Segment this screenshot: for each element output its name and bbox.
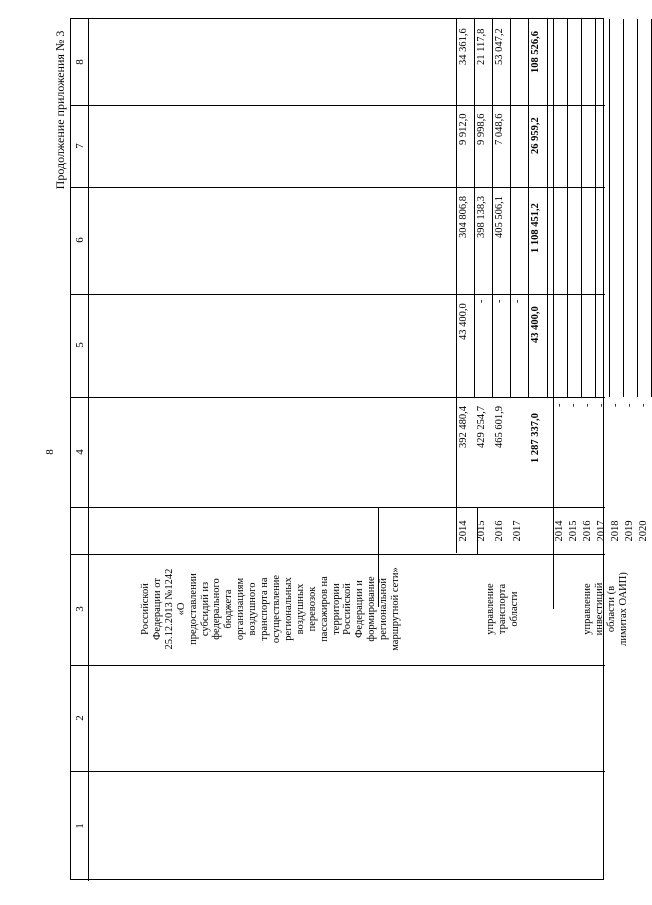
total-cell-c4: 1 287 337,0 (530, 412, 541, 463)
value-cell-c5: 43 400,0 (458, 302, 469, 340)
row-divider (581, 19, 582, 397)
header-col-6: 6 (74, 237, 86, 243)
value-cell-c8: 34 361,6 (458, 27, 469, 65)
column-divider (71, 665, 605, 666)
value-cell-c7: 7 048,6 (494, 113, 505, 146)
value-cell-c8: 21 117,8 (476, 28, 487, 65)
value-cell-c4: - (582, 403, 593, 407)
year-cell: 2015 (476, 520, 487, 542)
column-divider (71, 105, 605, 106)
year-cell: 2017 (596, 520, 607, 542)
year-cell: 2016 (494, 520, 505, 542)
value-cell-c4: - (568, 403, 579, 407)
header-col-5: 5 (74, 342, 86, 348)
year-cell: 2015 (568, 520, 579, 542)
year-cell: 2016 (582, 520, 593, 542)
total-cell-c6: 1 108 451,2 (530, 202, 541, 253)
value-cell-c6: 405 506,1 (494, 195, 505, 238)
column-divider (71, 294, 605, 295)
executor-transport: управление транспорта области (485, 583, 520, 635)
header-col-3: 3 (74, 606, 86, 612)
column-divider (71, 187, 605, 188)
executor-investment: управление инвестиций области (в лимитах ОАИП) (582, 572, 629, 646)
value-cell-c4: - (596, 403, 607, 407)
value-cell-c4: - (610, 403, 621, 407)
header-col-4: 4 (74, 449, 86, 455)
year-cell: 2014 (554, 520, 565, 542)
row-divider (492, 19, 493, 397)
column-divider (71, 507, 605, 508)
value-cell-c7: 9 998,6 (476, 113, 487, 146)
row-divider (510, 19, 511, 397)
column-divider (71, 554, 605, 555)
value-cell-c4: - (624, 403, 635, 407)
header-divider (88, 19, 89, 881)
value-cell-c8: 53 047,2 (494, 27, 505, 65)
value-cell-c4: 429 254,7 (476, 405, 487, 448)
financing-table (70, 18, 649, 880)
value-cell-c6: 398 138,3 (476, 195, 487, 238)
row-divider (595, 19, 596, 397)
year-col-divider (456, 19, 457, 553)
row-divider (553, 19, 554, 397)
value-cell-c5: - (512, 299, 523, 304)
row-divider (547, 19, 548, 397)
header-col-2: 2 (74, 715, 86, 721)
value-cell-c5: - (476, 299, 487, 304)
year-cell: 2018 (610, 520, 621, 542)
row-divider (474, 19, 475, 397)
header-col-8: 8 (74, 59, 86, 65)
value-cell-c4: - (638, 403, 649, 407)
row-divider (567, 19, 568, 397)
row-divider (623, 19, 624, 397)
year-cell: 2019 (624, 520, 635, 542)
total-cell-c8: 108 526,6 (530, 31, 541, 74)
year-cell: 2017 (512, 520, 523, 542)
column-divider (71, 771, 605, 772)
row-divider (609, 19, 610, 397)
value-cell-c4: 392 480,4 (458, 405, 469, 448)
header-col-7: 7 (74, 143, 86, 149)
row-divider (637, 19, 638, 397)
year-cell: 2014 (458, 520, 469, 542)
page-caption: Продолжение приложения № 3 (53, 30, 67, 190)
page-number: 8 (44, 449, 56, 455)
value-cell-c6: 304 806,8 (458, 195, 469, 238)
value-cell-c4: - (554, 403, 565, 407)
value-cell-c7: 9 912,0 (458, 113, 469, 146)
value-cell-c5: - (494, 299, 505, 304)
program-description: Российской Федерации от 25.12.2013 №1242 «О предоставлении субсидий из федерального бюджета организациям воздушного транспорта на осуществление региональных воздушных перевозок пассажиров на территории Российской Федерации и формирование региональной маршрутной сети» (140, 567, 402, 651)
exec-divider (553, 397, 554, 609)
row-divider (528, 19, 529, 397)
total-cell-c7: 26 959,2 (530, 117, 541, 154)
year-cell: 2020 (638, 520, 649, 542)
header-col-1: 1 (74, 823, 86, 829)
total-cell-c5: 43 400,0 (530, 306, 541, 343)
value-cell-c4: 465 601,9 (494, 405, 505, 448)
column-divider (71, 397, 605, 398)
